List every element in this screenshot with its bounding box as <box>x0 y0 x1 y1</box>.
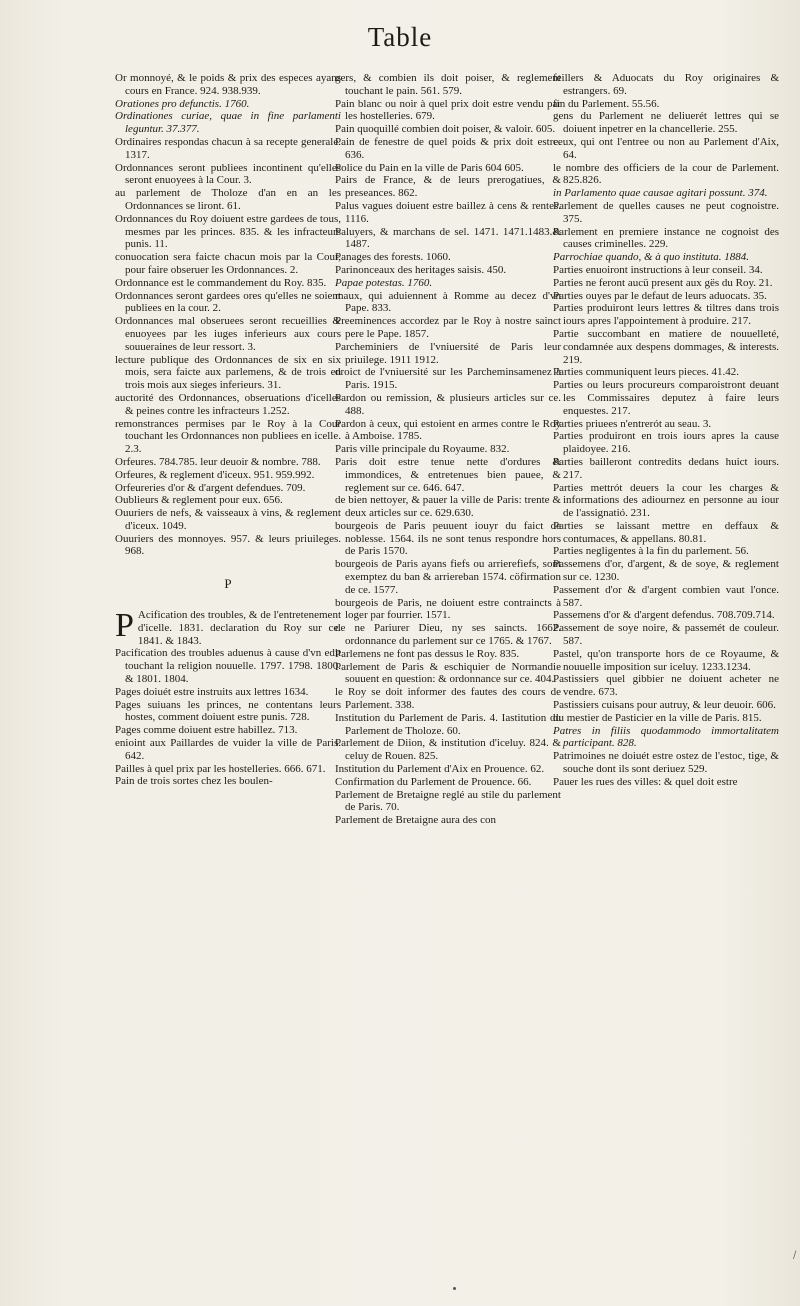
index-entry: Ordonnance est le commandement du Roy. 835. <box>115 276 327 289</box>
index-entry: Ordonnances seront gardees ores qu'elles ne soient publiees en la cour. 2. <box>115 289 341 315</box>
index-entry: Pain quoquillé combien doit poiser, & valoir. 605. <box>335 123 556 136</box>
index-entry: bourgeois de Paris, ne doiuent estre contraincts à loger par fourrier. 1571. <box>335 596 561 622</box>
index-entry: Paris ville principale du Royaume. 832. <box>335 443 510 456</box>
index-entry: Parlement de Bretaigne reglé au stile du parlement de Paris. 70. <box>335 788 561 814</box>
edge-mark: / <box>793 1250 797 1261</box>
page-title: Table <box>367 22 433 52</box>
index-entry: ceux, qui ont l'entree ou non au Parlement d'Aix, 64. <box>553 135 779 161</box>
index-entry: Parinonceaux des heritages saisis. 450. <box>335 263 507 276</box>
index-entry: Ordinaires respondas chacun à sa recepte generale. 1317. <box>115 135 341 161</box>
index-entry: bourgeois de Paris ayans fiefs ou arrierefiefs, sont exemptez du ban & arriereban 1574. cöfirmation de ce. 1577. <box>335 558 561 596</box>
index-entry: gers, & combien ils doit poiser, & reglement touchant le pain. 561. 579. <box>335 72 561 97</box>
index-entry: de bien nettoyer, & pauer la ville de Paris: trente & deux articles sur ce. 629.630. <box>335 494 561 520</box>
index-entry: auctorité des Ordonnances, obseruations d'icelles & peines contre les infracteurs 1.252. <box>115 391 341 417</box>
index-entry: Pages doiuét estre instruits aux lettres 1634. <box>115 685 309 698</box>
index-entry: Paluyers, & marchans de sel. 1471. 1471.1483.& 1487. <box>335 225 561 251</box>
index-entry: Ouuriers de nefs, & vaisseaux à vins, & reglement d'iceux. 1049. <box>115 507 341 532</box>
section-letter: P <box>224 576 232 592</box>
index-entry: Pain de fenestre de quel poids & prix doit estre. 636. <box>335 135 561 161</box>
index-entry: au parlement de Tholoze d'an en an les Ordonnances se liront. 61. <box>115 187 341 212</box>
index-column-1 <box>115 72 341 788</box>
index-entry: gens du Parlement ne deliuerét lettres qui se doiuent inpetrer en la chancellerie. 255. <box>553 110 779 136</box>
index-entry: enioint aux Paillardes de vuider la ville de Paris. 642. <box>115 737 341 762</box>
index-entry-with-initial <box>115 609 341 647</box>
index-entry: Parties negligentes à la fin du parlement. 56. <box>553 545 749 558</box>
index-entry: Oublieurs & reglement pour eux. 656. <box>115 494 283 507</box>
index-entry: Or monnoyé, & le poids & prix des especes ayans cours en France. 924. 938.939. <box>115 72 341 97</box>
index-entry: Passement de soye noire, & passemét de couleur. 587. <box>553 622 779 648</box>
index-entry: bourgeois de Paris peuuent iouyr du faict de noblesse. 1564. ils ne sont tenus respondre hors de Paris 1570. <box>335 519 561 558</box>
index-entry: Paris doit estre tenue nette d'ordures & immondices, & entretenues bien pauee, & reglement sur ce. 646. 647. <box>335 455 561 494</box>
index-entry: Partie succombant en matiere de nouuelleté, condamnée aux despens dommages, & interests. 219. <box>553 327 779 366</box>
index-entry: Orfeures. 784.785. leur deuoir & nombre. 788. <box>115 455 321 468</box>
index-entry: Pastissiers cuisans pour autruy, & leur deuoir. 606. <box>553 699 776 712</box>
index-entry: maux, qui aduiennent à Romme au decez d'vn Pape. 833. <box>335 289 561 315</box>
index-entry: Ouuriers des monnoyes. 957. & leurs priuileges. 968. <box>115 532 341 558</box>
index-entry: de ne Pariurer Dieu, ny ses saincts. 1662. ordonnance du parlement sur ce 1765. & 1767. <box>335 622 561 648</box>
index-entry: Confirmation du Parlement de Prouence. 66. <box>335 775 532 788</box>
index-entry: Papae potestas. 1760. <box>335 276 433 289</box>
index-entry: Pairs de France, & de leurs prerogatiues, & preseances. 862. <box>335 174 561 200</box>
index-entry: Palus vagues doiuent estre baillez à cens & rentes. 1116. <box>335 199 561 225</box>
index-entry: Parties produiront en trois iours apres la cause plaidoyee. 216. <box>553 430 779 456</box>
index-entry: Parlement de quelles causes ne peut cognoistre. 375. <box>553 199 779 225</box>
index-entry: Ordonnances mal obseruees seront recueillies & enuoyees par les iuges inferieurs aux cours souueraines de leur ressort. 3. <box>115 315 341 353</box>
index-entry: conuocation sera faicte chacun mois par la Cour, pour faire obseruer les Ordonnances. 2. <box>115 251 341 276</box>
index-entry: Parties ou leurs procureurs comparoistront deuant les Commissaires deputez à faire leurs enquestes. 217. <box>553 379 779 417</box>
index-entry: le Roy se doit informer des fautes des cours de Parlement. 338. <box>335 686 561 712</box>
index-entry: Parlement en premiere instance ne cognoist des causes criminelles. 229. <box>553 225 779 251</box>
index-entry: du mestier de Pasticier en la ville de Paris. 815. <box>553 711 762 724</box>
index-entry-text: Acification des troubles, & de l'entretenement d'icelle. 1831. declaration du Roy sur ce. 1841. & 1843. <box>137 609 341 647</box>
ink-dot <box>453 1287 456 1290</box>
index-entry: Parties mettrót deuers la cour les charges & informations des adiournez en personne au iour de l'assignatió. 231. <box>553 481 779 520</box>
index-entry: Pages suiuans les princes, ne contentans leurs hostes, comment doiuent estre punis. 728. <box>115 698 341 724</box>
index-entry: Parties produiront leurs lettres & tiltres dans trois iours apres l'appointement à produire. 217. <box>553 302 779 328</box>
index-entry: Parlement de Paris & eschiquier de Normandie souuent en question: & ordonnance sur ce. 404. <box>335 660 561 686</box>
index-entry: Orfeureries d'or & d'argent defendues. 709. <box>115 481 306 494</box>
index-entry: Parlement de Diion, & institution d'iceluy. 824. & celuy de Rouen. 825. <box>335 737 561 763</box>
index-entry: Passemens d'or & d'argent defendus. 708.709.714. <box>553 609 775 622</box>
index-entry: Pain blanc ou noir à quel prix doit estre vendu par les hostelleries. 679. <box>335 97 561 123</box>
index-entry: feillers & Aduocats du Roy originaires & estrangers. 69. <box>553 72 779 97</box>
drop-cap: P <box>115 607 134 645</box>
index-entry: Parlemens ne font pas dessus le Roy. 835. <box>335 647 520 660</box>
index-entry: Parties se laissant mettre en deffaux & contumaces, & appellans. 80.81. <box>553 519 779 545</box>
index-entry: Patres in filiis quodammodo immortalitatem participant. 828. <box>553 724 779 750</box>
index-entry: Ordinationes curiae, quae in fine parlamenti leguntur. 37.377. <box>115 110 341 136</box>
index-entry: Patrimoines ne doiuét estre ostez de l'estoc, tige, & souche dont ils sont deriuez 529. <box>553 750 779 776</box>
index-entry: Panages des forests. 1060. <box>335 251 451 264</box>
index-column-2 <box>335 72 561 827</box>
index-entry: Parties communiquent leurs pieces. 41.42. <box>553 366 740 379</box>
index-entry: remonstrances permises par le Roy à la Cour touchant les Ordonnances non publiees en icelle. 2.3. <box>115 417 341 456</box>
index-entry: Pardon ou remission, & plusieurs articles sur ce. 488. <box>335 391 561 417</box>
index-entry: Pauer les rues des villes: & quel doit estre <box>553 775 738 788</box>
index-entry: Pastissiers quel gibbier ne doiuent acheter ne vendre. 673. <box>553 673 779 699</box>
index-entry: Passement d'or & d'argent combien vaut l'once. 587. <box>553 583 779 609</box>
index-entry: fin du Parlement. 55.56. <box>553 97 660 110</box>
index-entry: Parties bailleront contredits dedans huict iours. 217. <box>553 455 779 481</box>
index-entry: Parrochiae quando, & à quo instituta. 1884. <box>553 251 750 264</box>
index-entry: Orfeures, & reglement d'iceux. 951. 959.992. <box>115 468 315 481</box>
index-entry: Institution du Parlement de Paris. 4. Iastitution du Parlement de Tholoze. 60. <box>335 711 561 737</box>
index-entry: Passemens d'or, d'argent, & de soye, & reglement sur ce. 1230. <box>553 558 779 584</box>
index-entry: Ordonnances seront publiees incontinent qu'elles seront enuoyees à la Cour. 3. <box>115 161 341 187</box>
index-entry: Police du Pain en la ville de Paris 604 605. <box>335 161 524 174</box>
index-entry: lecture publique des Ordonnances de six en six mois, sera faicte aux parlemens, & de trois en trois mois aux sieges inferieurs. 31. <box>115 353 341 392</box>
index-entry: Preeminences accordez par le Roy à nostre sainct pere le Pape. 1857. <box>335 315 561 340</box>
index-entry: Parties enuoiront instructions à leur conseil. 34. <box>553 263 763 276</box>
index-entry: Orationes pro defunctis. 1760. <box>115 97 250 110</box>
index-entry: Pages comme doiuent estre habillez. 713. <box>115 724 298 737</box>
index-entry: Institution du Parlement d'Aix en Prouence. 62. <box>335 763 545 776</box>
index-entry: Parties ouyes par le defaut de leurs aduocats. 35. <box>553 289 767 302</box>
index-entry: Pailles à quel prix par les hostelleries. 666. 671. <box>115 762 326 775</box>
index-entry: droict de l'vniuersité sur les Parcheminsamenez à Paris. 1915. <box>335 366 561 392</box>
index-entry: Pain de trois sortes chez les boulen- <box>115 775 273 788</box>
index-entry: Parties ne feront aucü present aux gës du Roy. 21. <box>553 276 773 289</box>
index-entry: in Parlamento quae causae agitari possunt. 374. <box>553 187 768 200</box>
index-entry: le nombre des officiers de la cour de Parlement. 825.826. <box>553 161 779 187</box>
index-entry: Parlement de Bretaigne aura des con <box>335 814 496 827</box>
index-entry: Parties priuees n'entrerót au seau. 3. <box>553 417 712 430</box>
index-entry: Pacification des troubles aduenus à cause d'vn edit touchant la religion nouuelle. 1797. 1798. 1800. & 1801. 1804. <box>115 647 341 686</box>
index-entry: Pardon à ceux, qui estoient en armes contre le Roy à Amboise. 1785. <box>335 417 561 443</box>
index-entry: Ordonnances du Roy doiuent estre gardees de tous, mesmes par les princes. 835. & les infracteurs punis. 11. <box>115 212 341 251</box>
index-entry: Pastel, qu'on transporte hors de ce Royaume, & nouuelle imposition sur iceluy. 1233.1234. <box>553 647 779 673</box>
index-column-3 <box>553 72 779 789</box>
index-entry: Parcheminiers de l'vniuersité de Paris leur priuilege. 1911 1912. <box>335 340 561 366</box>
